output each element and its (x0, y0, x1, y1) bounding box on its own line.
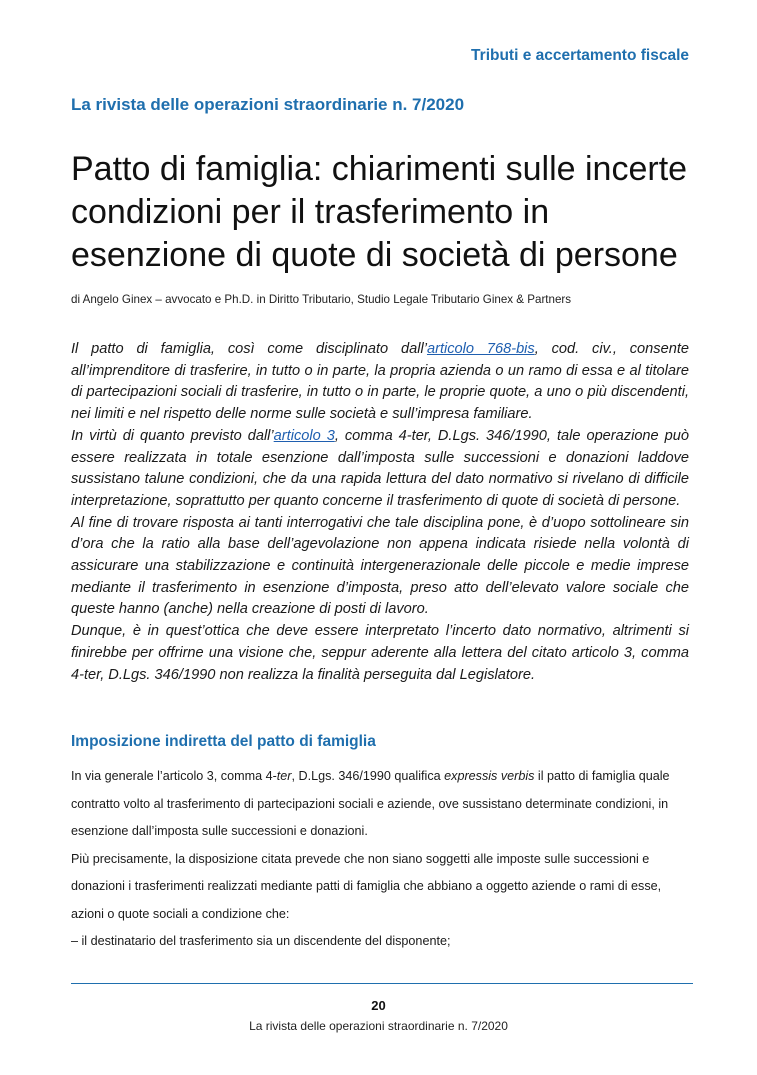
section-tag: Tributi e accertamento fiscale (471, 47, 689, 64)
abstract-paragraph: Dunque, è in quest’ottica che deve essere interpretato l’incerto dato normativo, altrimenti si finirebbe per offrirne una visione che, seppur aderente alla lettera del citato articolo 3, comma 4-ter, D.Lgs. 346/1990 non realizza la finalità perseguita dal Legislatore. (71, 623, 689, 683)
abstract-paragraph: Il patto di famiglia, così come disciplinato dall’articolo 768-bis, cod. civ., consente all’imprenditore di trasferire, in tutto o in parte, la propria azienda o un ramo di essa e al titolare di partecipazioni sociali di trasferire, in tutto o in parte, le proprie quote, a uno o più discendenti, nei limiti e nel rispetto delle norme sulle società e sull’impresa familiare. (71, 341, 689, 423)
abstract-paragraph: In virtù di quanto previsto dall’articolo 3, comma 4-ter, D.Lgs. 346/1990, tale operazione può essere realizzata in totale esenzione dall’imposta sulle successioni e donazioni laddove sussistano talune condizioni, che da una rapida lettura del dato normativo si rivelano di difficile interpretazione, soprattutto per quanto concerne il trasferimento di quote di società di persone. (71, 427, 689, 509)
body-list-item: – il destinatario del trasferimento sia un discendente del disponente; (71, 934, 451, 948)
link-articolo-768-bis[interactable]: articolo 768-bis (426, 341, 535, 357)
link-articolo-3[interactable]: articolo 3 (273, 427, 335, 444)
abstract-paragraph: Al fine di trovare risposta ai tanti interrogativi che tale disciplina pone, è d’uopo sottolineare sin d’ora che la ratio alla base dell’agevolazione non appena indicata risiede nella volontà di assicurare una stabilizzazione e continuità intergenerazionale delle piccole e medie imprese mediante il trasferimento in esenzione d’imposta, preso atto dell’elevato valore sociale che queste hanno (anche) nella creazione di posti di lavoro. (71, 514, 689, 618)
footer-divider (71, 983, 693, 984)
page-number: 20 (371, 998, 386, 1013)
article-author: di Angelo Ginex – avvocato e Ph.D. in Diritto Tributario, Studio Legale Tributario Ginex & Partners (71, 293, 572, 306)
section-heading: Imposizione indiretta del patto di famiglia (71, 733, 376, 750)
article-abstract (71, 339, 689, 686)
footer-journal: La rivista delle operazioni straordinarie n. 7/2020 (249, 1019, 508, 1033)
body-paragraph: In via generale l’articolo 3, comma 4-ter, D.Lgs. 346/1990 qualifica expressis verbis il patto di famiglia quale contratto volto al trasferimento di partecipazioni sociali e aziende, ove sussistano determinate condizioni, in esenzione dall’imposta sulle successioni e donazioni. (71, 769, 670, 838)
article-title: Patto di famiglia: chiarimenti sulle incerte condizioni per il trasferimento in esenzione di quote di società di persone (71, 150, 688, 274)
section-body (71, 763, 691, 956)
journal-issue-heading: La rivista delle operazioni straordinarie n. 7/2020 (71, 95, 465, 114)
body-paragraph: Più precisamente, la disposizione citata prevede che non siano soggetti alle imposte sulle successioni e donazioni i trasferimenti realizzati mediante patti di famiglia che abbiano a oggetto aziende o rami di esse, azioni o quote sociali a condizione che: (71, 851, 662, 921)
